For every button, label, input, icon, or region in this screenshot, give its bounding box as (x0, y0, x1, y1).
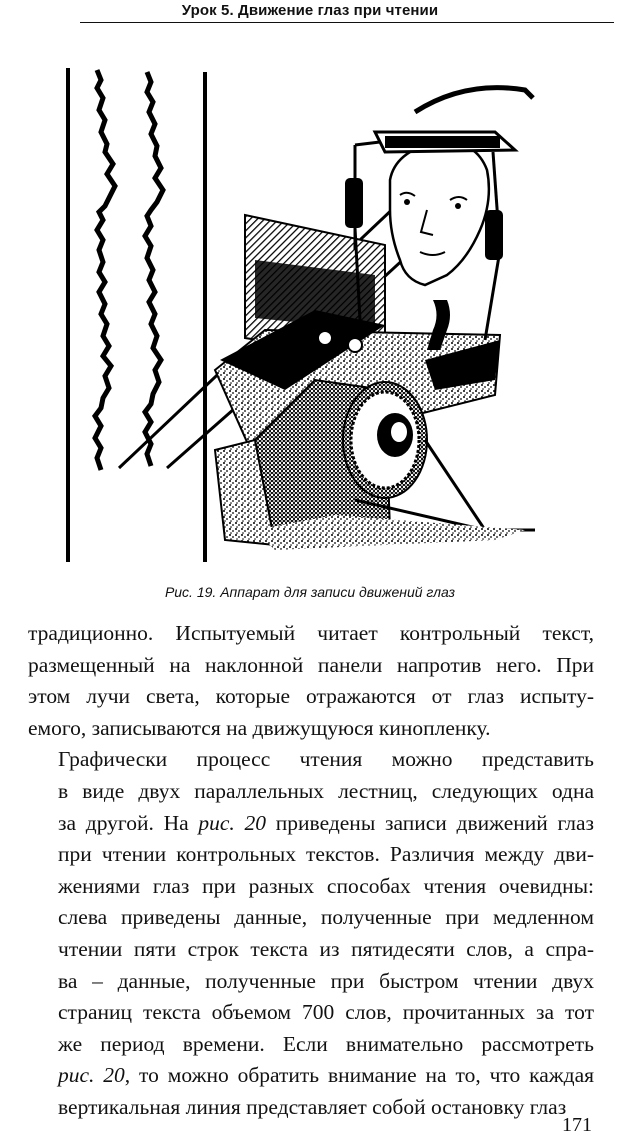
figure-reference: рис. 20 (58, 1063, 125, 1088)
eye-trace-left (95, 70, 115, 470)
running-head: Урок 5. Движение глаз при чтении (181, 2, 439, 19)
text-line: чтении пяти строк текста из пятидесяти слов, а спра- (58, 936, 594, 961)
figure-reference: рис. 20 (198, 810, 267, 835)
text-line: емого, записываются на движущуюся кинопленку. (28, 715, 491, 740)
text-line: страниц текста объемом 700 слов, прочитанных за тот (58, 1000, 594, 1025)
text-line: за другой. На рис. 20 приведены записи движений глаз (58, 810, 594, 835)
text-line: жениями глаз при разных способах чтения очевидны: (58, 873, 594, 898)
text-line: в виде двух параллельных лестниц, следующих одна (58, 778, 594, 803)
text-line: ва – данные, полученные при быстром чтении двух (58, 968, 594, 993)
eye-trace-right (145, 72, 163, 466)
text-line: же период времени. Если внимательно рассмотреть (58, 1031, 594, 1056)
paragraph (28, 618, 594, 744)
body-text (28, 618, 594, 1124)
paragraph (28, 744, 594, 1123)
header-rule (80, 22, 614, 23)
text-line: размещенный на наклонной панели напротив него. При (28, 652, 594, 677)
text-line: этом лучи света, которые отражаются от глаз испыту- (28, 684, 594, 709)
text-line: при чтении контрольных текстов. Различия между дви- (58, 842, 594, 867)
text-line: вертикальная линия представляет собой остановку глаз (58, 1094, 567, 1119)
text-line: традиционно. Испытуемый читает контрольный текст, (28, 621, 594, 645)
figure-caption: Рис. 19. Аппарат для записи движений глаз (164, 584, 456, 600)
head-frame (415, 88, 533, 112)
subject-face (390, 142, 489, 285)
page-number: 171 (562, 1114, 592, 1136)
figure-illustration (55, 60, 555, 570)
text-line: Графически процесс чтения можно представить (58, 747, 594, 772)
text-line: слева приведены данные, полученные при медленном (58, 905, 594, 930)
text-line: рис. 20, то можно обратить внимание на то, что каждая (58, 1063, 595, 1088)
